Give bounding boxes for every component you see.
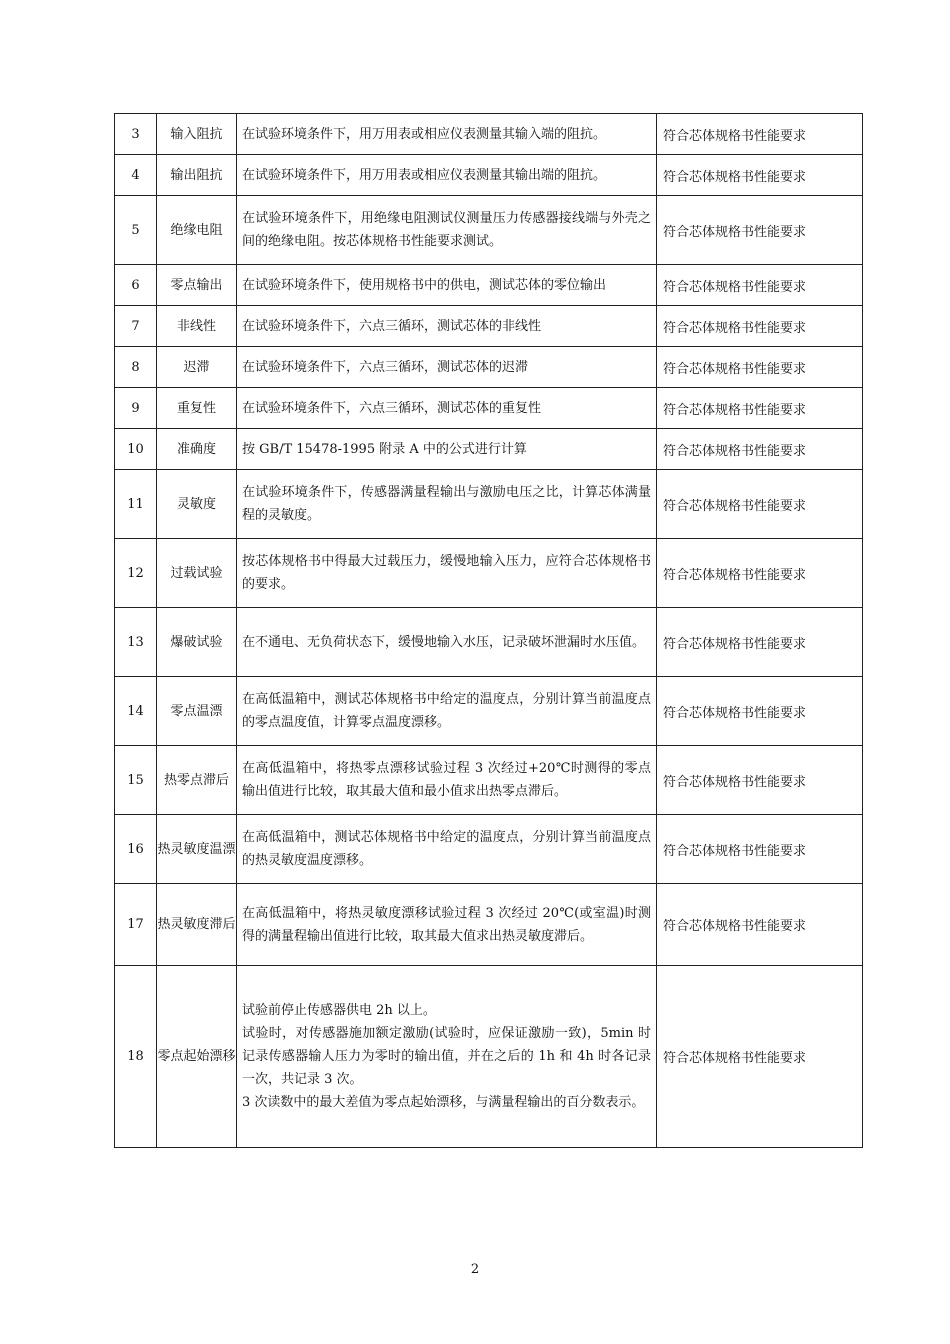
test-method: 在试验环境条件下，用绝缘电阻测试仪测量压力传感器接线端与外壳之间的绝缘电阻。按芯体规格书性能要求测试。 xyxy=(237,196,657,265)
requirement: 符合芯体规格书性能要求 xyxy=(657,966,863,1148)
test-method: 在试验环境条件下，用万用表或相应仪表测量其输出端的阻抗。 xyxy=(237,155,657,196)
table-row xyxy=(115,306,863,347)
row-number: 6 xyxy=(115,265,157,306)
table-row xyxy=(115,429,863,470)
test-method: 在试验环境条件下，用万用表或相应仪表测量其输入端的阻抗。 xyxy=(237,114,657,155)
test-item: 迟滞 xyxy=(157,347,237,388)
row-number: 9 xyxy=(115,388,157,429)
test-method: 在高低温箱中，将热零点漂移试验过程 3 次经过+20℃时测得的零点输出值进行比较，取其最大值和最小值求出热零点滞后。 xyxy=(237,746,657,815)
table-row xyxy=(115,677,863,746)
table-row xyxy=(115,155,863,196)
requirement: 符合芯体规格书性能要求 xyxy=(657,429,863,470)
test-spec-table xyxy=(114,113,863,1148)
test-method: 在高低温箱中，测试芯体规格书中给定的温度点，分别计算当前温度点的热灵敏度温度漂移。 xyxy=(237,815,657,884)
test-method: 在试验环境条件下，使用规格书中的供电，测试芯体的零位输出 xyxy=(237,265,657,306)
row-number: 13 xyxy=(115,608,157,677)
table-row xyxy=(115,388,863,429)
table-row xyxy=(115,265,863,306)
requirement: 符合芯体规格书性能要求 xyxy=(657,815,863,884)
table-row xyxy=(115,966,863,1148)
table-row xyxy=(115,539,863,608)
table-row xyxy=(115,608,863,677)
test-item: 灵敏度 xyxy=(157,470,237,539)
table-row xyxy=(115,114,863,155)
row-number: 14 xyxy=(115,677,157,746)
requirement: 符合芯体规格书性能要求 xyxy=(657,347,863,388)
row-number: 15 xyxy=(115,746,157,815)
table-row xyxy=(115,884,863,966)
test-method: 在试验环境条件下，六点三循环，测试芯体的迟滞 xyxy=(237,347,657,388)
test-item: 热灵敏度温漂 xyxy=(157,815,237,884)
test-item: 绝缘电阻 xyxy=(157,196,237,265)
requirement: 符合芯体规格书性能要求 xyxy=(657,608,863,677)
requirement: 符合芯体规格书性能要求 xyxy=(657,388,863,429)
method-line: 试验前停止传感器供电 2h 以上。 xyxy=(242,1003,436,1018)
requirement: 符合芯体规格书性能要求 xyxy=(657,155,863,196)
table-row xyxy=(115,470,863,539)
table-row xyxy=(115,815,863,884)
test-item: 准确度 xyxy=(157,429,237,470)
test-item: 零点温漂 xyxy=(157,677,237,746)
row-number: 10 xyxy=(115,429,157,470)
row-number: 18 xyxy=(115,966,157,1148)
test-item: 爆破试验 xyxy=(157,608,237,677)
table-row xyxy=(115,196,863,265)
table-row xyxy=(115,347,863,388)
requirement: 符合芯体规格书性能要求 xyxy=(657,746,863,815)
row-number: 3 xyxy=(115,114,157,155)
test-method: 按 GB/T 15478-1995 附录 A 中的公式进行计算 xyxy=(237,429,657,470)
table-row xyxy=(115,746,863,815)
test-item: 热零点滞后 xyxy=(157,746,237,815)
test-method: 在高低温箱中，测试芯体规格书中给定的温度点，分别计算当前温度点的零点温度值，计算零点温度漂移。 xyxy=(237,677,657,746)
test-method: 在高低温箱中，将热灵敏度漂移试验过程 3 次经过 20℃(或室温)时测得的满量程输出值进行比较，取其最大值求出热灵敏度滞后。 xyxy=(237,884,657,966)
requirement: 符合芯体规格书性能要求 xyxy=(657,196,863,265)
test-item: 零点起始漂移 xyxy=(157,966,237,1148)
test-method: 在试验环境条件下，六点三循环，测试芯体的非线性 xyxy=(237,306,657,347)
test-item: 输出阻抗 xyxy=(157,155,237,196)
row-number: 16 xyxy=(115,815,157,884)
row-number: 17 xyxy=(115,884,157,966)
requirement: 符合芯体规格书性能要求 xyxy=(657,677,863,746)
method-line: 3 次读数中的最大差值为零点起始漂移，与满量程输出的百分数表示。 xyxy=(242,1095,645,1110)
test-method xyxy=(237,966,657,1148)
test-item: 热灵敏度滞后 xyxy=(157,884,237,966)
row-number: 12 xyxy=(115,539,157,608)
test-method: 在不通电、无负荷状态下，缓慢地输入水压，记录破坏泄漏时水压值。 xyxy=(237,608,657,677)
test-item: 非线性 xyxy=(157,306,237,347)
requirement: 符合芯体规格书性能要求 xyxy=(657,470,863,539)
row-number: 7 xyxy=(115,306,157,347)
requirement: 符合芯体规格书性能要求 xyxy=(657,539,863,608)
requirement: 符合芯体规格书性能要求 xyxy=(657,265,863,306)
requirement: 符合芯体规格书性能要求 xyxy=(657,884,863,966)
requirement: 符合芯体规格书性能要求 xyxy=(657,306,863,347)
row-number: 11 xyxy=(115,470,157,539)
test-item: 零点输出 xyxy=(157,265,237,306)
test-method: 在试验环境条件下，六点三循环，测试芯体的重复性 xyxy=(237,388,657,429)
test-method: 按芯体规格书中得最大过载压力，缓慢地输入压力，应符合芯体规格书的要求。 xyxy=(237,539,657,608)
test-method: 在试验环境条件下，传感器满量程输出与激励电压之比，计算芯体满量程的灵敏度。 xyxy=(237,470,657,539)
test-item: 输入阻抗 xyxy=(157,114,237,155)
row-number: 5 xyxy=(115,196,157,265)
row-number: 4 xyxy=(115,155,157,196)
row-number: 8 xyxy=(115,347,157,388)
requirement: 符合芯体规格书性能要求 xyxy=(657,114,863,155)
test-item: 重复性 xyxy=(157,388,237,429)
test-item: 过载试验 xyxy=(157,539,237,608)
page-number: 2 xyxy=(470,1262,480,1277)
method-line: 试验时，对传感器施加额定激励(试验时，应保证激励一致)，5min 时记录传感器输人压力为零时的输出值，并在之后的 1h 和 4h 时各记录一次，共记录 3 次。 xyxy=(242,1026,651,1087)
